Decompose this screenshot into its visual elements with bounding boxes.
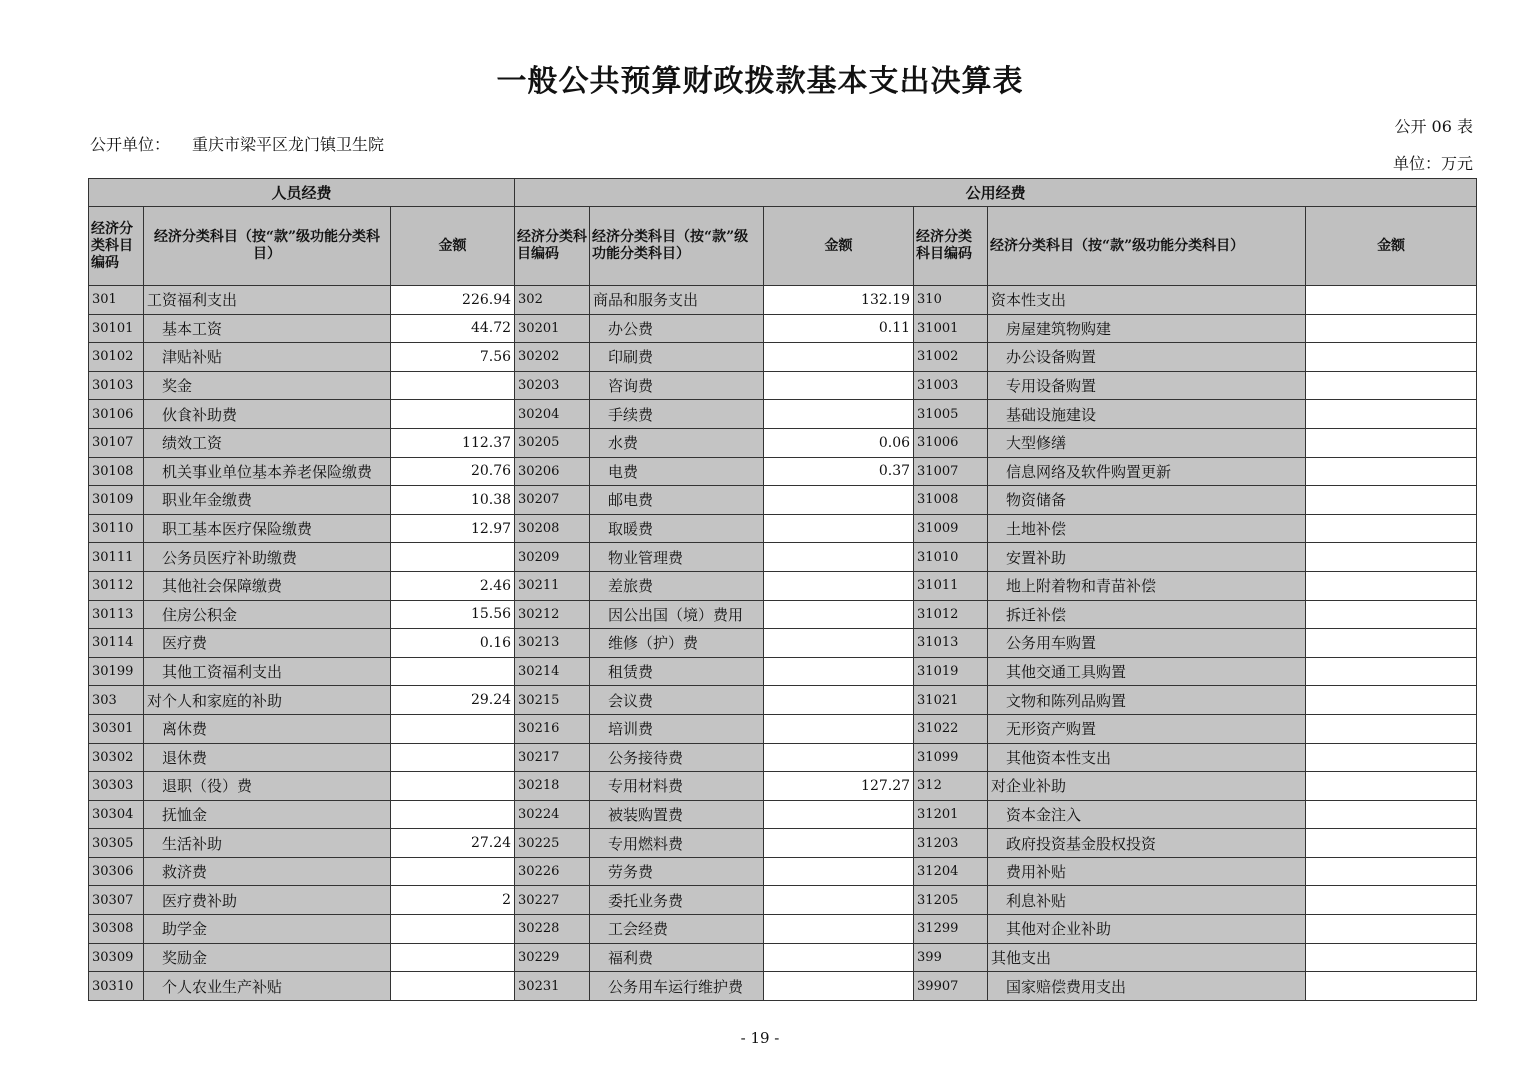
page-number: - 19 - xyxy=(740,1029,780,1047)
cell-code: 31006 xyxy=(914,428,988,457)
cell-code: 30207 xyxy=(515,486,590,515)
cell-name: 基本工资 xyxy=(144,314,391,343)
cell-code: 30112 xyxy=(89,571,144,600)
cell-code: 30110 xyxy=(89,514,144,543)
cell-amount: 132.19 xyxy=(764,286,914,315)
cell-name: 因公出国（境）费用 xyxy=(590,600,764,629)
cell-code: 30208 xyxy=(515,514,590,543)
unit-name: 重庆市梁平区龙门镇卫生院 xyxy=(192,135,385,154)
cell-name: 工资福利支出 xyxy=(144,286,391,315)
cell-code: 31299 xyxy=(914,915,988,944)
cell-name: 其他资本性支出 xyxy=(988,743,1306,772)
table-row xyxy=(89,543,1477,572)
cell-code: 30204 xyxy=(515,400,590,429)
cell-amount xyxy=(1306,286,1477,315)
cell-name: 被装购置费 xyxy=(590,800,764,829)
cell-name: 会议费 xyxy=(590,686,764,715)
cell-amount xyxy=(1306,772,1477,801)
cell-code: 30304 xyxy=(89,800,144,829)
cell-code: 301 xyxy=(89,286,144,315)
cell-name: 公务用车购置 xyxy=(988,629,1306,658)
col-header-code: 经济分类科目编码 xyxy=(914,207,988,286)
cell-name: 租赁费 xyxy=(590,657,764,686)
table-row xyxy=(89,772,1477,801)
group-header-personnel: 人员经费 xyxy=(89,179,515,207)
cell-code: 30107 xyxy=(89,428,144,457)
cell-amount xyxy=(764,886,914,915)
cell-amount xyxy=(1306,371,1477,400)
cell-amount: 10.38 xyxy=(391,486,515,515)
cell-code: 30214 xyxy=(515,657,590,686)
money-unit: 单位：万元 xyxy=(1392,154,1473,173)
table-row xyxy=(89,943,1477,972)
cell-amount xyxy=(1306,343,1477,372)
cell-name: 退职（役）费 xyxy=(144,772,391,801)
table-row xyxy=(89,800,1477,829)
reporting-unit xyxy=(90,135,400,155)
cell-code: 31010 xyxy=(914,543,988,572)
cell-code: 30309 xyxy=(89,943,144,972)
cell-name: 福利费 xyxy=(590,943,764,972)
cell-name: 资本金注入 xyxy=(988,800,1306,829)
cell-amount xyxy=(391,972,515,1001)
cell-amount xyxy=(1306,857,1477,886)
cell-amount xyxy=(1306,915,1477,944)
cell-code: 30301 xyxy=(89,714,144,743)
cell-name: 职工基本医疗保险缴费 xyxy=(144,514,391,543)
cell-code: 31007 xyxy=(914,457,988,486)
cell-code: 310 xyxy=(914,286,988,315)
cell-code: 30108 xyxy=(89,457,144,486)
cell-code: 30310 xyxy=(89,972,144,1001)
col-header-name: 经济分类科目（按“款”级功能分类科目） xyxy=(144,207,391,286)
cell-amount xyxy=(764,972,914,1001)
cell-amount xyxy=(391,857,515,886)
cell-name: 房屋建筑物购建 xyxy=(988,314,1306,343)
cell-amount xyxy=(1306,314,1477,343)
cell-name: 助学金 xyxy=(144,915,391,944)
cell-amount xyxy=(764,686,914,715)
cell-name: 资本性支出 xyxy=(988,286,1306,315)
cell-amount xyxy=(764,943,914,972)
cell-amount: 127.27 xyxy=(764,772,914,801)
col-header-amount: 金额 xyxy=(1306,207,1477,286)
cell-name: 医疗费补助 xyxy=(144,886,391,915)
cell-name: 奖励金 xyxy=(144,943,391,972)
cell-amount xyxy=(1306,657,1477,686)
col-header-name: 经济分类科目（按“款”级功能分类科目） xyxy=(590,207,764,286)
cell-name: 无形资产购置 xyxy=(988,714,1306,743)
cell-code: 30302 xyxy=(89,743,144,772)
cell-amount xyxy=(1306,629,1477,658)
cell-amount: 7.56 xyxy=(391,343,515,372)
cell-code: 31013 xyxy=(914,629,988,658)
cell-code: 30201 xyxy=(515,314,590,343)
cell-code: 30224 xyxy=(515,800,590,829)
cell-name: 住房公积金 xyxy=(144,600,391,629)
col-header-code: 经济分类科目编码 xyxy=(89,207,144,286)
table-row xyxy=(89,714,1477,743)
cell-amount xyxy=(1306,743,1477,772)
cell-name: 津贴补贴 xyxy=(144,343,391,372)
cell-amount: 15.56 xyxy=(391,600,515,629)
cell-code: 31008 xyxy=(914,486,988,515)
cell-amount: 2 xyxy=(391,886,515,915)
cell-code: 30226 xyxy=(515,857,590,886)
cell-name: 个人农业生产补贴 xyxy=(144,972,391,1001)
cell-name: 办公费 xyxy=(590,314,764,343)
cell-code: 30209 xyxy=(515,543,590,572)
cell-amount xyxy=(764,743,914,772)
cell-amount: 0.37 xyxy=(764,457,914,486)
cell-amount xyxy=(391,543,515,572)
cell-name: 费用补贴 xyxy=(988,857,1306,886)
cell-code: 312 xyxy=(914,772,988,801)
cell-amount xyxy=(1306,543,1477,572)
col-header-name: 经济分类科目（按“款”级功能分类科目） xyxy=(988,207,1306,286)
cell-amount xyxy=(764,571,914,600)
cell-code: 31012 xyxy=(914,600,988,629)
cell-amount xyxy=(1306,514,1477,543)
cell-name: 邮电费 xyxy=(590,486,764,515)
table-body xyxy=(89,286,1477,1001)
cell-code: 31205 xyxy=(914,886,988,915)
cell-name: 安置补助 xyxy=(988,543,1306,572)
cell-name: 其他交通工具购置 xyxy=(988,657,1306,686)
cell-name: 绩效工资 xyxy=(144,428,391,457)
cell-amount xyxy=(1306,972,1477,1001)
cell-amount xyxy=(391,371,515,400)
cell-name: 物资储备 xyxy=(988,486,1306,515)
table-row xyxy=(89,486,1477,515)
cell-code: 30227 xyxy=(515,886,590,915)
cell-name: 拆迁补偿 xyxy=(988,600,1306,629)
table-row xyxy=(89,286,1477,315)
cell-code: 30113 xyxy=(89,600,144,629)
cell-name: 退休费 xyxy=(144,743,391,772)
cell-code: 30229 xyxy=(515,943,590,972)
cell-name: 抚恤金 xyxy=(144,800,391,829)
cell-code: 31019 xyxy=(914,657,988,686)
cell-amount xyxy=(1306,800,1477,829)
cell-amount xyxy=(391,915,515,944)
cell-code: 30305 xyxy=(89,829,144,858)
cell-amount xyxy=(391,714,515,743)
cell-code: 30215 xyxy=(515,686,590,715)
cell-amount: 27.24 xyxy=(391,829,515,858)
cell-code: 31204 xyxy=(914,857,988,886)
cell-name: 伙食补助费 xyxy=(144,400,391,429)
cell-name: 委托业务费 xyxy=(590,886,764,915)
cell-code: 31001 xyxy=(914,314,988,343)
cell-amount xyxy=(391,657,515,686)
cell-name: 公务员医疗补助缴费 xyxy=(144,543,391,572)
cell-amount xyxy=(764,371,914,400)
table-row xyxy=(89,857,1477,886)
cell-code: 31003 xyxy=(914,371,988,400)
cell-code: 31005 xyxy=(914,400,988,429)
table-number: 公开 06 表 xyxy=(1394,117,1473,136)
cell-amount xyxy=(1306,829,1477,858)
cell-amount xyxy=(764,657,914,686)
table-row xyxy=(89,571,1477,600)
cell-amount xyxy=(391,772,515,801)
cell-code: 30213 xyxy=(515,629,590,658)
cell-amount xyxy=(764,857,914,886)
cell-amount xyxy=(1306,457,1477,486)
cell-name: 工会经费 xyxy=(590,915,764,944)
cell-name: 救济费 xyxy=(144,857,391,886)
table-row xyxy=(89,600,1477,629)
cell-name: 公务接待费 xyxy=(590,743,764,772)
cell-amount xyxy=(1306,943,1477,972)
cell-name: 对个人和家庭的补助 xyxy=(144,686,391,715)
cell-code: 30211 xyxy=(515,571,590,600)
col-header-code: 经济分类科目编码 xyxy=(515,207,590,286)
cell-code: 31022 xyxy=(914,714,988,743)
cell-amount: 0.16 xyxy=(391,629,515,658)
cell-code: 30101 xyxy=(89,314,144,343)
table-row xyxy=(89,629,1477,658)
cell-amount xyxy=(764,400,914,429)
cell-amount: 2.46 xyxy=(391,571,515,600)
cell-code: 30218 xyxy=(515,772,590,801)
cell-code: 399 xyxy=(914,943,988,972)
cell-name: 土地补偿 xyxy=(988,514,1306,543)
cell-name: 离休费 xyxy=(144,714,391,743)
cell-name: 其他对企业补助 xyxy=(988,915,1306,944)
table-row xyxy=(89,400,1477,429)
col-header-amount: 金额 xyxy=(764,207,914,286)
cell-code: 30205 xyxy=(515,428,590,457)
cell-name: 生活补助 xyxy=(144,829,391,858)
cell-amount xyxy=(1306,714,1477,743)
table-row xyxy=(89,886,1477,915)
cell-name: 其他工资福利支出 xyxy=(144,657,391,686)
cell-amount xyxy=(764,915,914,944)
cell-name: 信息网络及软件购置更新 xyxy=(988,457,1306,486)
cell-code: 30308 xyxy=(89,915,144,944)
cell-amount xyxy=(1306,428,1477,457)
cell-code: 30303 xyxy=(89,772,144,801)
cell-code: 30106 xyxy=(89,400,144,429)
cell-amount xyxy=(1306,886,1477,915)
cell-amount xyxy=(764,543,914,572)
cell-code: 30216 xyxy=(515,714,590,743)
cell-code: 303 xyxy=(89,686,144,715)
cell-amount xyxy=(764,829,914,858)
cell-amount xyxy=(1306,686,1477,715)
cell-amount xyxy=(764,800,914,829)
cell-code: 30225 xyxy=(515,829,590,858)
cell-name: 奖金 xyxy=(144,371,391,400)
cell-code: 30231 xyxy=(515,972,590,1001)
cell-name: 利息补贴 xyxy=(988,886,1306,915)
cell-name: 对企业补助 xyxy=(988,772,1306,801)
cell-name: 维修（护）费 xyxy=(590,629,764,658)
cell-code: 39907 xyxy=(914,972,988,1001)
cell-amount xyxy=(764,514,914,543)
cell-name: 水费 xyxy=(590,428,764,457)
cell-amount: 226.94 xyxy=(391,286,515,315)
cell-code: 30199 xyxy=(89,657,144,686)
cell-code: 30228 xyxy=(515,915,590,944)
cell-name: 职业年金缴费 xyxy=(144,486,391,515)
cell-name: 公务用车运行维护费 xyxy=(590,972,764,1001)
cell-name: 基础设施建设 xyxy=(988,400,1306,429)
cell-name: 劳务费 xyxy=(590,857,764,886)
page-title: 一般公共预算财政拨款基本支出决算表 xyxy=(496,64,1024,99)
cell-amount xyxy=(1306,600,1477,629)
table-row xyxy=(89,915,1477,944)
cell-name: 专用设备购置 xyxy=(988,371,1306,400)
table-row xyxy=(89,514,1477,543)
cell-amount xyxy=(764,629,914,658)
cell-amount xyxy=(764,600,914,629)
cell-amount: 29.24 xyxy=(391,686,515,715)
cell-code: 30114 xyxy=(89,629,144,658)
cell-amount: 0.11 xyxy=(764,314,914,343)
unit-label: 公开单位： xyxy=(90,135,171,154)
cell-code: 30109 xyxy=(89,486,144,515)
table-row xyxy=(89,972,1477,1001)
cell-code: 302 xyxy=(515,286,590,315)
cell-name: 专用燃料费 xyxy=(590,829,764,858)
cell-code: 31011 xyxy=(914,571,988,600)
cell-name: 政府投资基金股权投资 xyxy=(988,829,1306,858)
cell-name: 文物和陈列品购置 xyxy=(988,686,1306,715)
cell-code: 30307 xyxy=(89,886,144,915)
cell-name: 其他支出 xyxy=(988,943,1306,972)
table-row xyxy=(89,428,1477,457)
cell-code: 30111 xyxy=(89,543,144,572)
cell-code: 30212 xyxy=(515,600,590,629)
cell-code: 31099 xyxy=(914,743,988,772)
cell-amount: 12.97 xyxy=(391,514,515,543)
cell-code: 30102 xyxy=(89,343,144,372)
cell-code: 31009 xyxy=(914,514,988,543)
cell-name: 手续费 xyxy=(590,400,764,429)
cell-code: 31201 xyxy=(914,800,988,829)
cell-amount xyxy=(391,743,515,772)
table-row xyxy=(89,743,1477,772)
cell-code: 30103 xyxy=(89,371,144,400)
cell-amount: 44.72 xyxy=(391,314,515,343)
cell-amount xyxy=(391,400,515,429)
cell-code: 31021 xyxy=(914,686,988,715)
table-row xyxy=(89,343,1477,372)
cell-name: 商品和服务支出 xyxy=(590,286,764,315)
table-row xyxy=(89,686,1477,715)
cell-amount: 112.37 xyxy=(391,428,515,457)
cell-code: 30217 xyxy=(515,743,590,772)
cell-name: 物业管理费 xyxy=(590,543,764,572)
cell-name: 其他社会保障缴费 xyxy=(144,571,391,600)
cell-name: 国家赔偿费用支出 xyxy=(988,972,1306,1001)
table-row xyxy=(89,371,1477,400)
cell-name: 专用材料费 xyxy=(590,772,764,801)
cell-amount xyxy=(391,943,515,972)
table-row xyxy=(89,829,1477,858)
cell-code: 30202 xyxy=(515,343,590,372)
cell-name: 培训费 xyxy=(590,714,764,743)
cell-code: 31002 xyxy=(914,343,988,372)
group-header-public: 公用经费 xyxy=(515,179,1477,207)
cell-code: 30306 xyxy=(89,857,144,886)
cell-name: 机关事业单位基本养老保险缴费 xyxy=(144,457,391,486)
cell-name: 咨询费 xyxy=(590,371,764,400)
cell-name: 电费 xyxy=(590,457,764,486)
col-header-amount: 金额 xyxy=(391,207,515,286)
cell-amount xyxy=(764,714,914,743)
cell-code: 30203 xyxy=(515,371,590,400)
expenditure-table xyxy=(88,178,1477,1001)
cell-name: 地上附着物和青苗补偿 xyxy=(988,571,1306,600)
cell-amount xyxy=(1306,486,1477,515)
cell-name: 医疗费 xyxy=(144,629,391,658)
cell-code: 31203 xyxy=(914,829,988,858)
cell-name: 取暖费 xyxy=(590,514,764,543)
cell-amount: 20.76 xyxy=(391,457,515,486)
cell-amount: 0.06 xyxy=(764,428,914,457)
cell-name: 办公设备购置 xyxy=(988,343,1306,372)
cell-code: 30206 xyxy=(515,457,590,486)
cell-amount xyxy=(391,800,515,829)
table-row xyxy=(89,457,1477,486)
cell-name: 大型修缮 xyxy=(988,428,1306,457)
cell-amount xyxy=(1306,400,1477,429)
cell-amount xyxy=(764,343,914,372)
cell-name: 印刷费 xyxy=(590,343,764,372)
table-row xyxy=(89,657,1477,686)
table-row xyxy=(89,314,1477,343)
cell-name: 差旅费 xyxy=(590,571,764,600)
cell-amount xyxy=(1306,571,1477,600)
cell-amount xyxy=(764,486,914,515)
